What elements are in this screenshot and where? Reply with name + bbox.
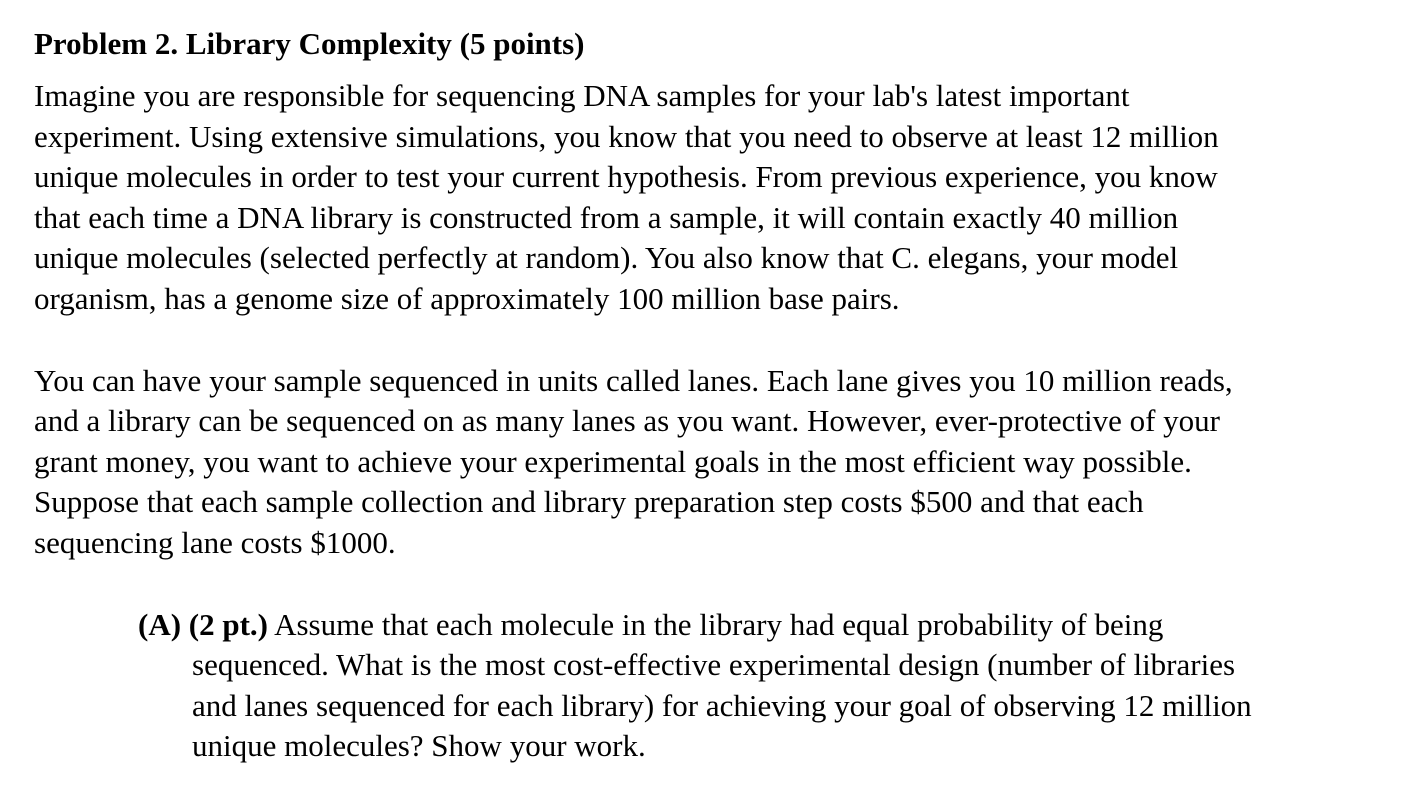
- question-a-points: (2 pt.): [188, 606, 269, 642]
- question-a-line-3: and lanes sequenced for each library) for achieving your goal of observing 12 million: [192, 687, 1252, 723]
- paragraph-lanes-line-2: and a library can be sequenced on as many lanes as you want. However, ever-protective of your: [34, 403, 1221, 439]
- paragraph-intro-line-1: Imagine you are responsible for sequencing DNA samples for your lab's latest important: [34, 78, 1130, 113]
- paragraph-spacer: [34, 320, 1424, 361]
- question-a-line-2: sequenced. What is the most cost-effective experimental design (number of libraries: [192, 647, 1236, 683]
- paragraph-lanes-line-4: Suppose that each sample collection and library preparation step costs $500 and that each: [34, 484, 1144, 520]
- paragraph-intro-line-6: organism, has a genome size of approximately 100 million base pairs.: [34, 280, 900, 316]
- question-a: [34, 605, 1424, 767]
- question-a-line-4: unique molecules? Show your work.: [192, 728, 646, 764]
- paragraph-intro: [34, 76, 1424, 320]
- paragraph-intro-line-4: that each time a DNA library is constructed from a sample, it will contain exactly 40 million: [34, 199, 1179, 235]
- paragraph-intro-line-5: unique molecules (selected perfectly at random). You also know that C. elegans, your model: [34, 240, 1179, 276]
- problem-title: Problem 2. Library Complexity (5 points): [34, 26, 585, 61]
- question-a-label: (A): [138, 606, 182, 642]
- paragraph-lanes-line-1: You can have your sample sequenced in units called lanes. Each lane gives you 10 million reads,: [34, 362, 1233, 398]
- paragraph-lanes: [34, 361, 1424, 564]
- question-a-first-line-text: Assume that each molecule in the library had equal probability of being: [274, 606, 1164, 642]
- paragraph-lanes-line-3: grant money, you want to achieve your experimental goals in the most efficient way possible.: [34, 443, 1192, 479]
- paragraph-spacer-2: [34, 564, 1424, 605]
- question-a-line-1: [34, 605, 1424, 646]
- paragraph-intro-line-2: experiment. Using extensive simulations, you know that you need to observe at least 12 million: [34, 118, 1219, 154]
- paragraph-lanes-line-5: sequencing lane costs $1000.: [34, 524, 396, 560]
- paragraph-intro-line-3: unique molecules in order to test your current hypothesis. From previous experience, you know: [34, 159, 1218, 195]
